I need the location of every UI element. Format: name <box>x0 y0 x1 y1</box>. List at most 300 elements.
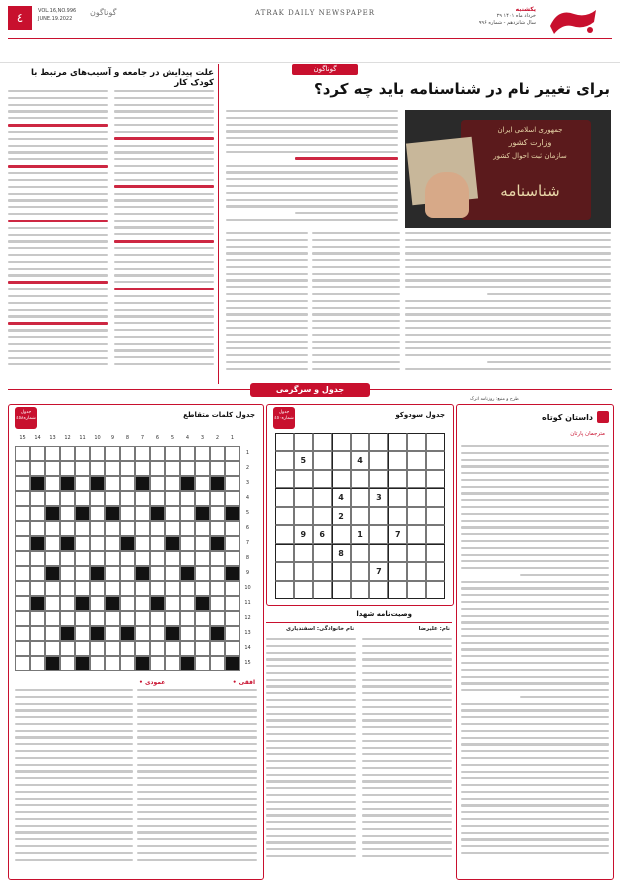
crossword-cell[interactable] <box>75 626 90 641</box>
sudoku-cell[interactable] <box>332 470 351 488</box>
sudoku-cell[interactable] <box>388 451 407 469</box>
sudoku-cell[interactable] <box>388 470 407 488</box>
crossword-black-cell <box>180 656 195 671</box>
crossword-cell[interactable] <box>75 641 90 656</box>
crossword-cell[interactable] <box>135 506 150 521</box>
crossword-cell[interactable] <box>30 656 45 671</box>
crossword-cell[interactable] <box>135 641 150 656</box>
sudoku-cell[interactable] <box>407 470 426 488</box>
crossword-cell[interactable] <box>210 596 225 611</box>
sudoku-cell[interactable] <box>426 451 445 469</box>
crossword-cell[interactable] <box>195 626 210 641</box>
crossword-cell[interactable] <box>195 551 210 566</box>
sudoku-cell[interactable] <box>313 433 332 451</box>
sudoku-cell[interactable] <box>332 451 351 469</box>
crossword-cell[interactable] <box>225 551 240 566</box>
crossword-cell[interactable] <box>120 476 135 491</box>
crossword-cell[interactable] <box>45 536 60 551</box>
crossword-cell[interactable] <box>75 491 90 506</box>
crossword-cell[interactable] <box>15 461 30 476</box>
crossword-cell[interactable] <box>210 551 225 566</box>
crossword-cell[interactable] <box>45 491 60 506</box>
crossword-cell[interactable] <box>90 491 105 506</box>
crossword-cell[interactable] <box>105 566 120 581</box>
crossword-black-cell <box>180 476 195 491</box>
sudoku-cell[interactable] <box>313 488 332 506</box>
crossword-cell[interactable] <box>15 476 30 491</box>
crossword-cell[interactable] <box>15 611 30 626</box>
crossword-cell[interactable] <box>45 476 60 491</box>
crossword-col-number: 3 <box>200 435 205 441</box>
crossword-cell[interactable] <box>195 491 210 506</box>
date-fa: ۲۹ خرداد ماه ۱۴۰۱ <box>496 13 536 19</box>
sudoku-cell[interactable] <box>407 525 426 543</box>
crossword-cell[interactable] <box>150 581 165 596</box>
crossword-black-cell <box>135 476 150 491</box>
sudoku-cell[interactable] <box>294 581 313 599</box>
crossword-cell[interactable] <box>15 446 30 461</box>
sudoku-cell[interactable] <box>275 488 294 506</box>
sudoku-cell[interactable] <box>369 544 388 562</box>
sudoku-cell[interactable] <box>294 507 313 525</box>
sudoku-cell[interactable] <box>426 562 445 580</box>
crossword-cell[interactable] <box>90 596 105 611</box>
puzzle-section-title: جدول و سرگرمی <box>250 383 370 397</box>
sudoku-cell[interactable] <box>294 470 313 488</box>
book-icon <box>597 411 609 423</box>
crossword-cell[interactable] <box>60 566 75 581</box>
sudoku-cell[interactable] <box>332 581 351 599</box>
crossword-cell[interactable] <box>195 656 210 671</box>
sudoku-cell[interactable] <box>388 581 407 599</box>
crossword-cell[interactable] <box>45 551 60 566</box>
crossword-cell[interactable] <box>75 611 90 626</box>
sudoku-cell[interactable] <box>351 470 370 488</box>
sudoku-cell[interactable]: 1 <box>351 525 370 543</box>
crossword-cell[interactable] <box>30 626 45 641</box>
crossword-cell[interactable] <box>135 491 150 506</box>
crossword-cell[interactable] <box>180 581 195 596</box>
main-article-col-left <box>226 232 308 382</box>
crossword-cell[interactable] <box>120 506 135 521</box>
horizontal-clues-title: • افقی <box>232 679 255 686</box>
crossword-cell[interactable] <box>165 461 180 476</box>
crossword-cell[interactable] <box>165 656 180 671</box>
sudoku-cell[interactable] <box>426 544 445 562</box>
sudoku-badge <box>273 407 295 429</box>
crossword-cell[interactable] <box>120 641 135 656</box>
crossword-cell[interactable] <box>120 446 135 461</box>
crossword-cell[interactable] <box>195 581 210 596</box>
crossword-cell[interactable] <box>225 491 240 506</box>
crossword-cell[interactable] <box>90 506 105 521</box>
crossword-cell[interactable] <box>195 611 210 626</box>
crossword-cell[interactable] <box>105 536 120 551</box>
sudoku-cell[interactable] <box>369 470 388 488</box>
crossword-cell[interactable] <box>150 641 165 656</box>
sudoku-cell[interactable] <box>313 470 332 488</box>
sudoku-cell[interactable] <box>407 433 426 451</box>
crossword-cell[interactable] <box>195 521 210 536</box>
crossword-cell[interactable] <box>120 611 135 626</box>
crossword-cell[interactable] <box>180 611 195 626</box>
sudoku-cell[interactable] <box>351 562 370 580</box>
crossword-cell[interactable] <box>210 581 225 596</box>
crossword-cell[interactable] <box>15 596 30 611</box>
crossword-cell[interactable] <box>15 551 30 566</box>
crossword-cell[interactable] <box>15 491 30 506</box>
crossword-cell[interactable] <box>60 551 75 566</box>
crossword-cell[interactable] <box>15 626 30 641</box>
crossword-cell[interactable] <box>165 581 180 596</box>
crossword-cell[interactable] <box>30 491 45 506</box>
crossword-cell[interactable] <box>225 611 240 626</box>
crossword-cell[interactable] <box>150 476 165 491</box>
crossword-cell[interactable] <box>15 656 30 671</box>
crossword-cell[interactable] <box>165 491 180 506</box>
crossword-cell[interactable] <box>120 596 135 611</box>
sudoku-cell[interactable] <box>388 507 407 525</box>
crossword-cell[interactable] <box>165 566 180 581</box>
crossword-cell[interactable] <box>60 461 75 476</box>
crossword-cell[interactable] <box>30 611 45 626</box>
crossword-cell[interactable] <box>135 536 150 551</box>
crossword-cell[interactable] <box>225 521 240 536</box>
crossword-grid[interactable] <box>15 431 255 671</box>
crossword-black-cell <box>60 536 75 551</box>
sudoku-cell[interactable] <box>275 562 294 580</box>
sudoku-cell[interactable] <box>369 525 388 543</box>
sudoku-cell[interactable] <box>426 488 445 506</box>
crossword-cell[interactable] <box>105 461 120 476</box>
crossword-cell[interactable] <box>120 461 135 476</box>
crossword-cell[interactable] <box>225 596 240 611</box>
crossword-cell[interactable] <box>195 461 210 476</box>
crossword-cell[interactable] <box>210 641 225 656</box>
sudoku-cell[interactable] <box>275 470 294 488</box>
sudoku-cell[interactable] <box>294 562 313 580</box>
sudoku-cell[interactable] <box>426 507 445 525</box>
crossword-cell[interactable] <box>180 461 195 476</box>
crossword-cell[interactable] <box>210 656 225 671</box>
crossword-cell[interactable] <box>210 506 225 521</box>
crossword-cell[interactable] <box>150 536 165 551</box>
crossword-cell[interactable] <box>195 566 210 581</box>
sudoku-cell[interactable] <box>388 562 407 580</box>
crossword-cell[interactable] <box>60 596 75 611</box>
crossword-cell[interactable] <box>90 461 105 476</box>
sudoku-cell[interactable]: 4 <box>332 488 351 506</box>
sudoku-cell[interactable] <box>275 581 294 599</box>
crossword-cell[interactable] <box>45 596 60 611</box>
sudoku-cell[interactable] <box>332 433 351 451</box>
sudoku-cell[interactable] <box>426 470 445 488</box>
crossword-cell[interactable] <box>60 521 75 536</box>
crossword-cell[interactable] <box>75 446 90 461</box>
crossword-cell[interactable] <box>150 461 165 476</box>
crossword-cell[interactable] <box>30 581 45 596</box>
crossword-cell[interactable] <box>210 491 225 506</box>
crossword-cell[interactable] <box>150 446 165 461</box>
crossword-cell[interactable] <box>105 491 120 506</box>
crossword-cell[interactable] <box>45 461 60 476</box>
crossword-cell[interactable] <box>45 611 60 626</box>
sudoku-cell[interactable]: 8 <box>332 544 351 562</box>
crossword-cell[interactable] <box>75 581 90 596</box>
sudoku-cell[interactable] <box>351 507 370 525</box>
sudoku-cell[interactable] <box>313 562 332 580</box>
crossword-cell[interactable] <box>135 626 150 641</box>
crossword-cell[interactable] <box>90 656 105 671</box>
crossword-cell[interactable] <box>180 536 195 551</box>
crossword-cell[interactable] <box>60 656 75 671</box>
sudoku-cell[interactable]: 4 <box>351 451 370 469</box>
crossword-cell[interactable] <box>225 581 240 596</box>
crossword-cell[interactable] <box>165 611 180 626</box>
crossword-cell[interactable] <box>135 551 150 566</box>
crossword-cell[interactable] <box>30 641 45 656</box>
sudoku-cell[interactable] <box>369 507 388 525</box>
sudoku-cell[interactable] <box>426 525 445 543</box>
crossword-cell[interactable] <box>60 491 75 506</box>
sudoku-cell[interactable] <box>407 507 426 525</box>
sudoku-cell[interactable]: 9 <box>294 525 313 543</box>
sudoku-cell[interactable] <box>351 433 370 451</box>
crossword-black-cell <box>225 506 240 521</box>
crossword-cell[interactable] <box>180 521 195 536</box>
crossword-cell[interactable] <box>195 536 210 551</box>
sudoku-cell[interactable] <box>332 562 351 580</box>
crossword-cell[interactable] <box>15 536 30 551</box>
sudoku-cell[interactable] <box>426 433 445 451</box>
sudoku-cell[interactable] <box>275 507 294 525</box>
crossword-cell[interactable] <box>150 656 165 671</box>
crossword-black-cell <box>45 656 60 671</box>
crossword-cell[interactable] <box>165 641 180 656</box>
crossword-cell[interactable] <box>15 641 30 656</box>
crossword-cell[interactable] <box>15 506 30 521</box>
crossword-cell[interactable] <box>165 596 180 611</box>
crossword-cell[interactable] <box>195 641 210 656</box>
crossword-cell[interactable] <box>225 536 240 551</box>
section-name: گوناگون <box>90 8 117 17</box>
crossword-cell[interactable] <box>75 566 90 581</box>
crossword-cell[interactable] <box>150 566 165 581</box>
crossword-cell[interactable] <box>90 521 105 536</box>
crossword-cell[interactable] <box>180 596 195 611</box>
crossword-cell[interactable] <box>105 446 120 461</box>
crossword-row-number: 10 <box>244 585 251 591</box>
crossword-cell[interactable] <box>90 611 105 626</box>
crossword-cell[interactable] <box>45 521 60 536</box>
sudoku-cell[interactable] <box>388 488 407 506</box>
sudoku-cell[interactable] <box>407 544 426 562</box>
sudoku-cell[interactable] <box>351 488 370 506</box>
crossword-cell[interactable] <box>165 506 180 521</box>
crossword-cell[interactable] <box>120 551 135 566</box>
crossword-cell[interactable] <box>150 521 165 536</box>
crossword-cell[interactable] <box>45 446 60 461</box>
crossword-cell[interactable] <box>120 656 135 671</box>
crossword-col-number: 8 <box>125 435 130 441</box>
crossword-cell[interactable] <box>90 536 105 551</box>
crossword-badge <box>15 407 37 429</box>
sudoku-cell[interactable] <box>294 488 313 506</box>
crossword-cell[interactable] <box>180 446 195 461</box>
crossword-cell[interactable] <box>165 476 180 491</box>
crossword-cell[interactable] <box>150 626 165 641</box>
crossword-cell[interactable] <box>75 461 90 476</box>
sudoku-cell[interactable] <box>313 507 332 525</box>
crossword-cell[interactable] <box>90 581 105 596</box>
crossword-cell[interactable] <box>105 521 120 536</box>
crossword-cell[interactable] <box>30 566 45 581</box>
crossword-cell[interactable] <box>60 611 75 626</box>
crossword-cell[interactable] <box>165 551 180 566</box>
crossword-cell[interactable] <box>165 521 180 536</box>
crossword-cell[interactable] <box>30 551 45 566</box>
sudoku-cell[interactable]: 5 <box>294 451 313 469</box>
crossword-cell[interactable] <box>180 506 195 521</box>
crossword-cell[interactable] <box>225 476 240 491</box>
sudoku-cell[interactable] <box>313 451 332 469</box>
sudoku-cell[interactable] <box>388 433 407 451</box>
crossword-cell[interactable] <box>105 641 120 656</box>
crossword-black-cell <box>30 596 45 611</box>
crossword-black-cell <box>210 536 225 551</box>
crossword-cell[interactable] <box>210 446 225 461</box>
crossword-black-cell <box>195 506 210 521</box>
crossword-cell[interactable] <box>30 506 45 521</box>
crossword-cell[interactable] <box>15 521 30 536</box>
crossword-cell[interactable] <box>60 446 75 461</box>
sudoku-cell[interactable]: 6 <box>313 525 332 543</box>
sudoku-cell[interactable] <box>407 581 426 599</box>
sudoku-cell[interactable] <box>313 544 332 562</box>
crossword-cell[interactable] <box>210 566 225 581</box>
sudoku-cell[interactable] <box>407 562 426 580</box>
crossword-cell[interactable] <box>180 491 195 506</box>
crossword-cell[interactable] <box>225 461 240 476</box>
crossword-cell[interactable] <box>60 581 75 596</box>
crossword-cell[interactable] <box>150 611 165 626</box>
main-article-col-mid <box>312 232 400 382</box>
crossword-cell[interactable] <box>150 551 165 566</box>
sudoku-cell[interactable] <box>407 488 426 506</box>
sudoku-cell[interactable]: 3 <box>369 488 388 506</box>
crossword-cell[interactable] <box>60 506 75 521</box>
crossword-cell[interactable] <box>225 446 240 461</box>
crossword-cell[interactable] <box>195 476 210 491</box>
crossword-cell[interactable] <box>135 611 150 626</box>
crossword-cell[interactable] <box>75 521 90 536</box>
sudoku-cell[interactable] <box>351 581 370 599</box>
crossword-cell[interactable] <box>120 581 135 596</box>
sudoku-cell[interactable] <box>275 451 294 469</box>
sudoku-cell[interactable] <box>294 544 313 562</box>
crossword-row-number: 1 <box>245 450 250 456</box>
crossword-cell[interactable] <box>135 446 150 461</box>
crossword-cell[interactable] <box>210 611 225 626</box>
crossword-cell[interactable] <box>30 461 45 476</box>
issue-fa: سال شانزدهم - شماره ۹۹۶ <box>478 20 536 26</box>
crossword-cell[interactable] <box>120 566 135 581</box>
sudoku-cell[interactable] <box>351 544 370 562</box>
crossword-cell[interactable] <box>105 626 120 641</box>
sudoku-cell[interactable] <box>275 525 294 543</box>
sudoku-cell[interactable] <box>332 525 351 543</box>
crossword-cell[interactable] <box>105 611 120 626</box>
crossword-cell[interactable] <box>30 446 45 461</box>
crossword-black-cell <box>180 566 195 581</box>
crossword-cell[interactable] <box>120 521 135 536</box>
crossword-col-number: 7 <box>140 435 145 441</box>
sudoku-cell[interactable] <box>369 433 388 451</box>
sudoku-cell[interactable] <box>369 451 388 469</box>
crossword-cell[interactable] <box>180 641 195 656</box>
crossword-black-cell <box>225 566 240 581</box>
crossword-cell[interactable] <box>60 641 75 656</box>
crossword-cell[interactable] <box>150 491 165 506</box>
crossword-cell[interactable] <box>105 581 120 596</box>
sudoku-cell[interactable] <box>275 433 294 451</box>
crossword-cell[interactable] <box>15 581 30 596</box>
crossword-cell[interactable] <box>105 656 120 671</box>
sudoku-cell[interactable] <box>388 544 407 562</box>
sudoku-cell[interactable] <box>294 433 313 451</box>
crossword-cell[interactable] <box>75 536 90 551</box>
sudoku-badge-number: شماره٤٥٠ <box>274 416 294 421</box>
crossword-cell[interactable] <box>180 626 195 641</box>
sudoku-cell[interactable] <box>275 544 294 562</box>
crossword-cell[interactable] <box>225 626 240 641</box>
crossword-cell[interactable] <box>180 551 195 566</box>
crossword-cell[interactable] <box>75 551 90 566</box>
crossword-cell[interactable] <box>105 551 120 566</box>
crossword-cell[interactable] <box>210 461 225 476</box>
sudoku-cell[interactable] <box>313 581 332 599</box>
martyr-will-box <box>266 608 452 878</box>
crossword-cell[interactable] <box>30 521 45 536</box>
sudoku-cell[interactable] <box>426 581 445 599</box>
crossword-cell[interactable] <box>210 521 225 536</box>
sudoku-cell[interactable]: 7 <box>369 562 388 580</box>
crossword-cell[interactable] <box>15 566 30 581</box>
crossword-cell[interactable] <box>45 641 60 656</box>
sudoku-cell[interactable] <box>407 451 426 469</box>
crossword-cell[interactable] <box>135 596 150 611</box>
crossword-cell[interactable] <box>90 551 105 566</box>
sudoku-cell[interactable]: 7 <box>388 525 407 543</box>
crossword-cell[interactable] <box>75 476 90 491</box>
crossword-cell[interactable] <box>135 521 150 536</box>
crossword-cell[interactable] <box>135 461 150 476</box>
crossword-cell[interactable] <box>120 491 135 506</box>
crossword-cell[interactable] <box>90 641 105 656</box>
crossword-cell[interactable] <box>105 476 120 491</box>
sudoku-cell[interactable]: 2 <box>332 507 351 525</box>
crossword-cell[interactable] <box>225 641 240 656</box>
crossword-cell[interactable] <box>135 581 150 596</box>
crossword-cell[interactable] <box>90 446 105 461</box>
crossword-row-number: 2 <box>245 465 250 471</box>
crossword-cell[interactable] <box>45 581 60 596</box>
sudoku-grid[interactable] <box>275 433 445 599</box>
crossword-cell[interactable] <box>195 446 210 461</box>
crossword-cell[interactable] <box>45 626 60 641</box>
crossword-cell[interactable] <box>165 446 180 461</box>
sudoku-cell[interactable] <box>369 581 388 599</box>
